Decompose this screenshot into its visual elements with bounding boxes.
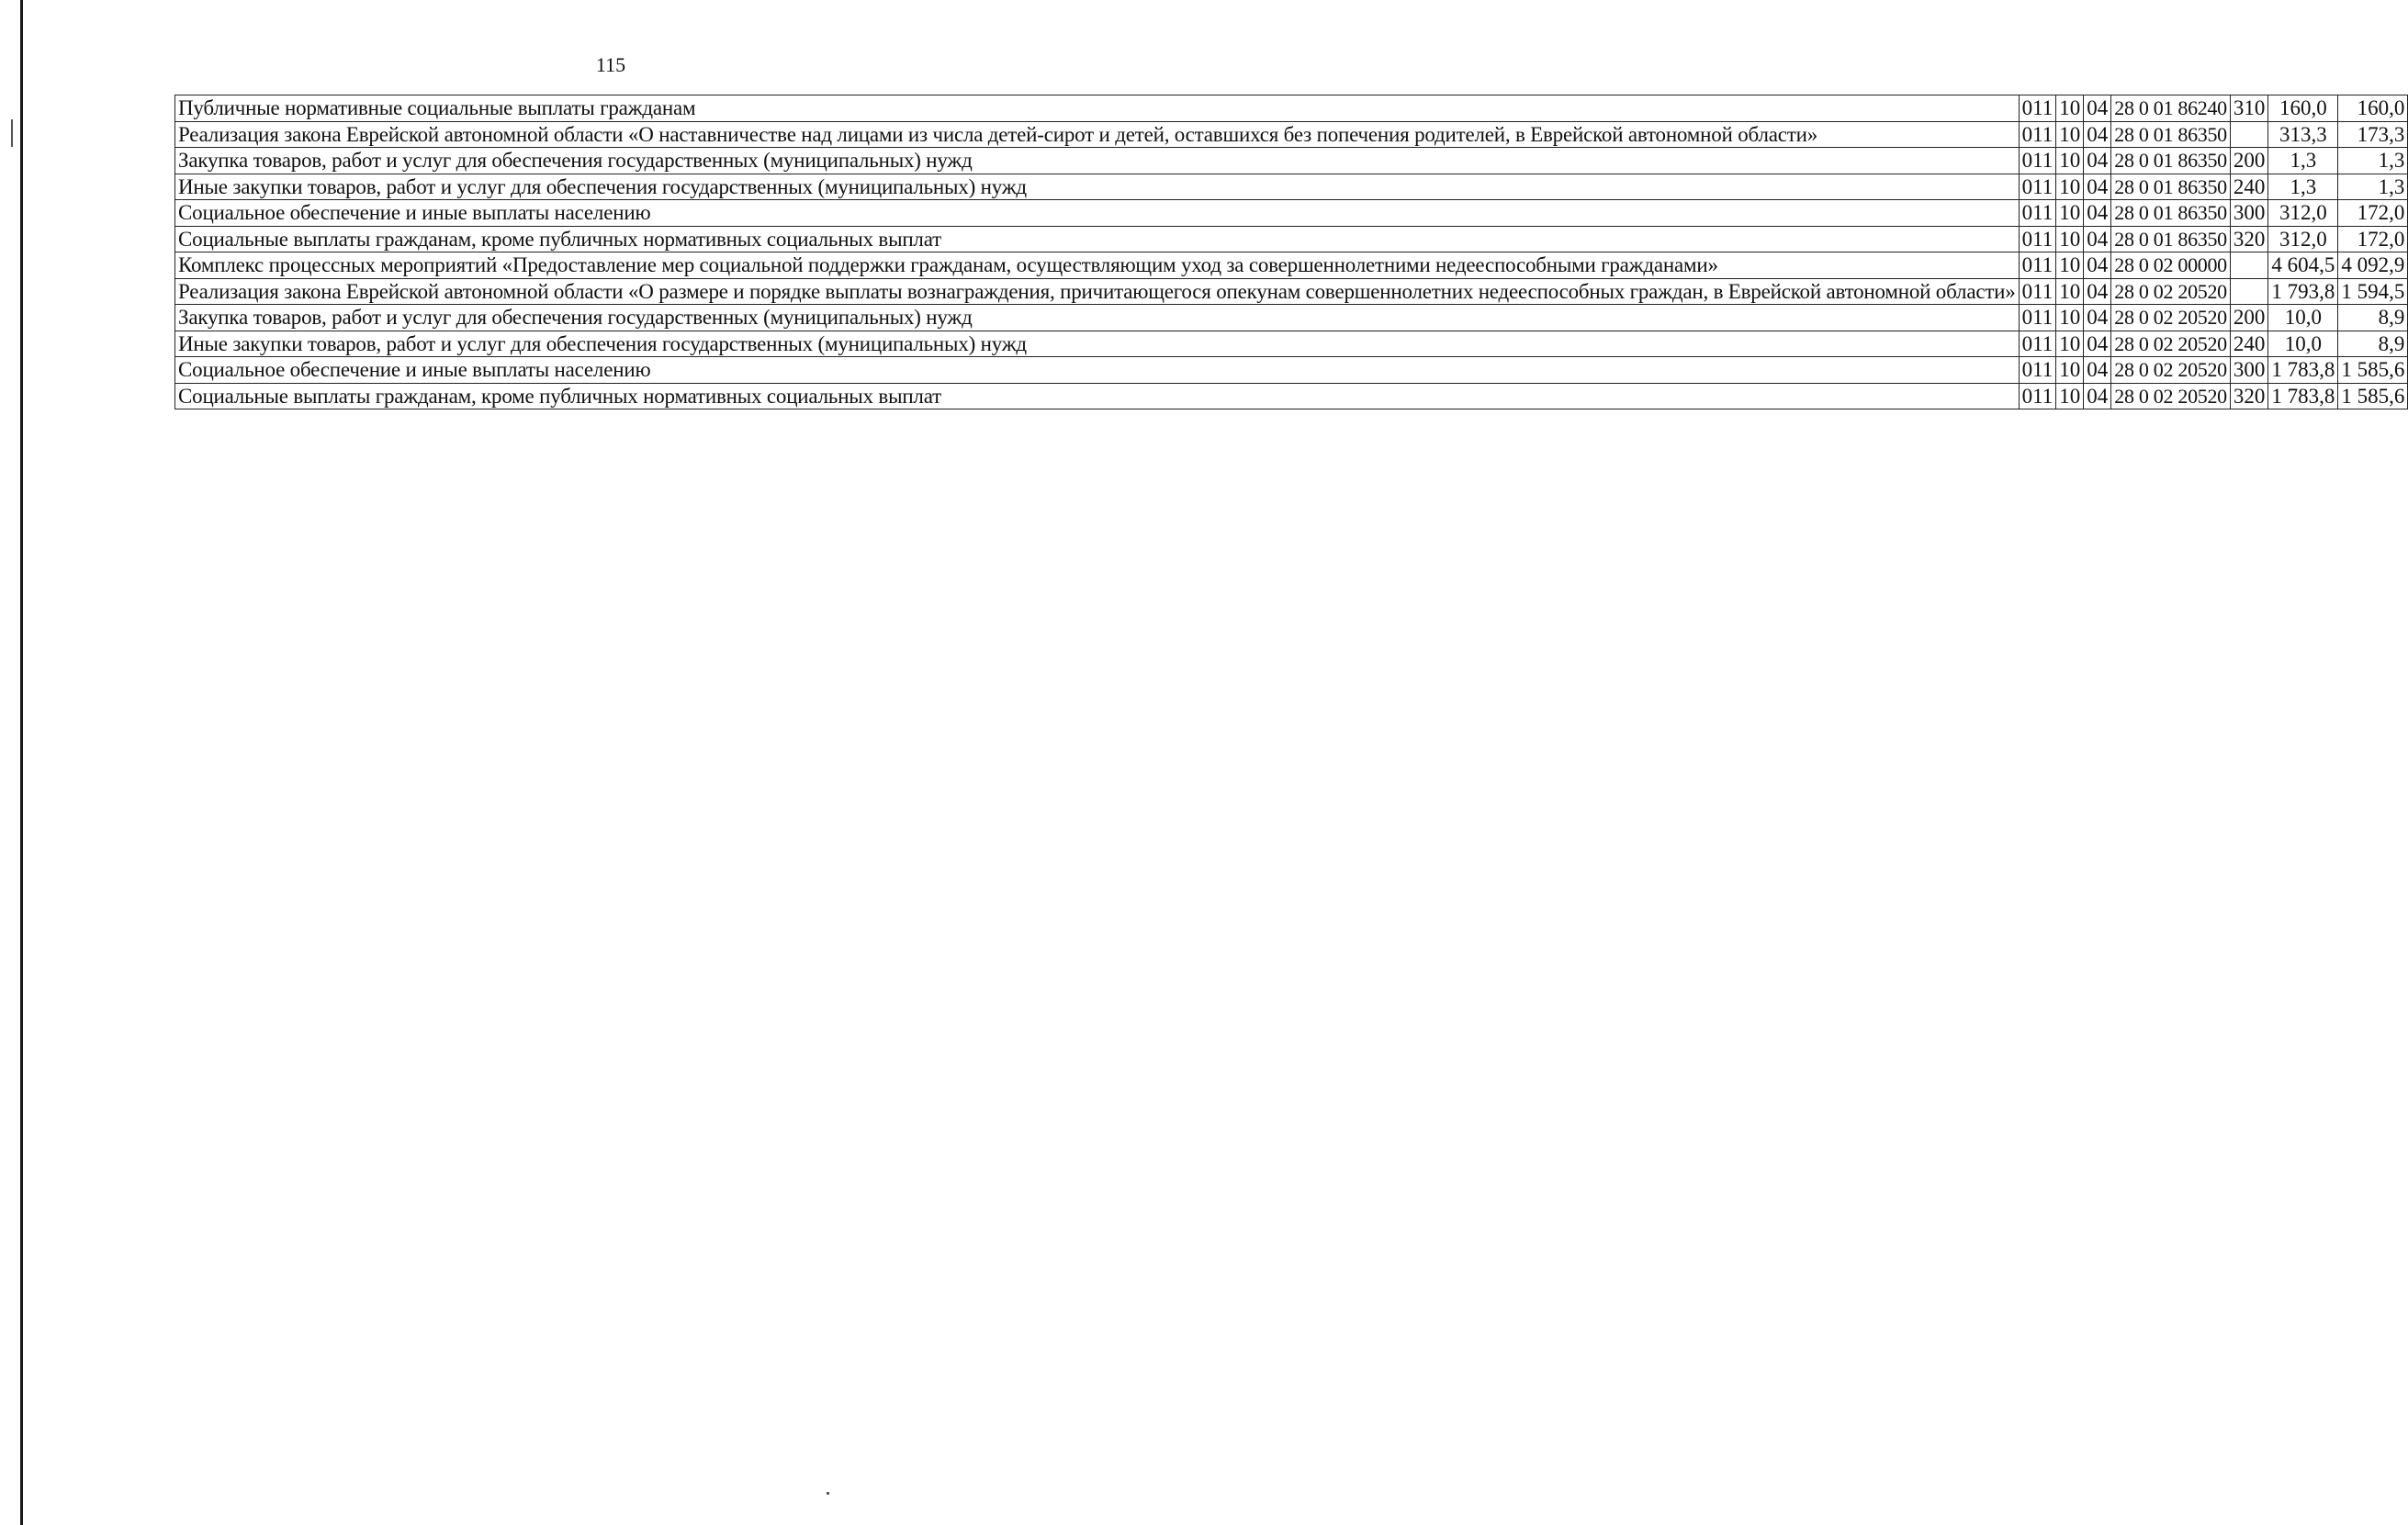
section-code-cell: 10 (2056, 148, 2084, 174)
subsection-code-cell: 04 (2084, 95, 2111, 122)
amount-year2-cell: 173,3 (2338, 121, 2408, 148)
amount-year1-cell: 313,3 (2268, 121, 2338, 148)
table-row (175, 305, 2408, 331)
item-name-cell: Публичные нормативные социальные выплаты гражданам (175, 95, 2020, 122)
amount-year2-cell: 4 092,9 (2338, 252, 2408, 279)
expense-type-code-cell (2230, 252, 2268, 279)
item-name-cell: Социальные выплаты гражданам, кроме публичных нормативных социальных выплат (175, 383, 2020, 409)
amount-year1-cell: 1 793,8 (2268, 278, 2338, 305)
page-number: 115 (595, 53, 626, 76)
grbs-code-cell: 011 (2019, 148, 2056, 174)
grbs-code-cell: 011 (2019, 357, 2056, 384)
item-name-cell: Социальное обеспечение и иные выплаты населению (175, 357, 2020, 384)
amount-year1-cell: 4 604,5 (2268, 252, 2338, 279)
section-code-cell: 10 (2056, 383, 2084, 409)
amount-year1-cell: 312,0 (2268, 226, 2338, 252)
table-row (175, 148, 2408, 174)
target-article-code-cell: 28 0 02 20520 (2111, 278, 2231, 305)
expense-type-code-cell: 200 (2230, 305, 2268, 331)
expense-type-code-cell: 320 (2230, 383, 2268, 409)
scan-dot (827, 1492, 829, 1495)
table-row (175, 121, 2408, 148)
target-article-code-cell: 28 0 02 20520 (2111, 357, 2231, 384)
expense-type-code-cell: 240 (2230, 331, 2268, 357)
grbs-code-cell: 011 (2019, 200, 2056, 227)
subsection-code-cell: 04 (2084, 357, 2111, 384)
expense-type-code-cell: 200 (2230, 148, 2268, 174)
section-code-cell: 10 (2056, 95, 2084, 122)
amount-year1-cell: 10,0 (2268, 305, 2338, 331)
table-body (175, 95, 2408, 409)
subsection-code-cell: 04 (2084, 305, 2111, 331)
amount-year2-cell: 1 585,6 (2338, 383, 2408, 409)
amount-year2-cell: 172,0 (2338, 200, 2408, 227)
expense-type-code-cell: 300 (2230, 200, 2268, 227)
target-article-code-cell: 28 0 01 86350 (2111, 174, 2231, 200)
amount-year1-cell: 1,3 (2268, 148, 2338, 174)
section-code-cell: 10 (2056, 305, 2084, 331)
amount-year1-cell: 312,0 (2268, 200, 2338, 227)
expense-type-code-cell (2230, 278, 2268, 305)
grbs-code-cell: 011 (2019, 278, 2056, 305)
amount-year2-cell: 8,9 (2338, 331, 2408, 357)
target-article-code-cell: 28 0 01 86350 (2111, 121, 2231, 148)
target-article-code-cell: 28 0 01 86240 (2111, 95, 2231, 122)
expense-type-code-cell: 300 (2230, 357, 2268, 384)
grbs-code-cell: 011 (2019, 331, 2056, 357)
grbs-code-cell: 011 (2019, 121, 2056, 148)
subsection-code-cell: 04 (2084, 174, 2111, 200)
grbs-code-cell: 011 (2019, 174, 2056, 200)
amount-year2-cell: 1,3 (2338, 174, 2408, 200)
amount-year2-cell: 1 585,6 (2338, 357, 2408, 384)
subsection-code-cell: 04 (2084, 121, 2111, 148)
table-row (175, 95, 2408, 122)
subsection-code-cell: 04 (2084, 331, 2111, 357)
table-row (175, 383, 2408, 409)
subsection-code-cell: 04 (2084, 148, 2111, 174)
grbs-code-cell: 011 (2019, 226, 2056, 252)
expense-type-code-cell: 320 (2230, 226, 2268, 252)
grbs-code-cell: 011 (2019, 95, 2056, 122)
amount-year1-cell: 10,0 (2268, 331, 2338, 357)
subsection-code-cell: 04 (2084, 383, 2111, 409)
amount-year1-cell: 1,3 (2268, 174, 2338, 200)
section-code-cell: 10 (2056, 278, 2084, 305)
scan-artifact (11, 119, 13, 147)
table-row (175, 174, 2408, 200)
section-code-cell: 10 (2056, 174, 2084, 200)
amount-year2-cell: 160,0 (2338, 95, 2408, 122)
table-row (175, 226, 2408, 252)
table-row (175, 252, 2408, 279)
item-name-cell: Закупка товаров, работ и услуг для обеспечения государственных (муниципальных) нужд (175, 305, 2020, 331)
expense-type-code-cell: 310 (2230, 95, 2268, 122)
target-article-code-cell: 28 0 02 20520 (2111, 305, 2231, 331)
budget-table (174, 95, 2408, 409)
table-row (175, 200, 2408, 227)
item-name-cell: Закупка товаров, работ и услуг для обеспечения государственных (муниципальных) нужд (175, 148, 2020, 174)
target-article-code-cell: 28 0 02 20520 (2111, 383, 2231, 409)
target-article-code-cell: 28 0 02 00000 (2111, 252, 2231, 279)
item-name-cell: Иные закупки товаров, работ и услуг для обеспечения государственных (муниципальных) нужд (175, 331, 2020, 357)
subsection-code-cell: 04 (2084, 226, 2111, 252)
section-code-cell: 10 (2056, 200, 2084, 227)
section-code-cell: 10 (2056, 226, 2084, 252)
amount-year2-cell: 1,3 (2338, 148, 2408, 174)
table-row (175, 331, 2408, 357)
table-row (175, 278, 2408, 305)
section-code-cell: 10 (2056, 331, 2084, 357)
section-code-cell: 10 (2056, 121, 2084, 148)
expense-type-code-cell: 240 (2230, 174, 2268, 200)
grbs-code-cell: 011 (2019, 252, 2056, 279)
subsection-code-cell: 04 (2084, 278, 2111, 305)
target-article-code-cell: 28 0 01 86350 (2111, 200, 2231, 227)
item-name-cell: Комплекс процессных мероприятий «Предоставление мер социальной поддержки гражданам, осуществляющим уход за совершеннолетними недееспособными гражданами» (175, 252, 2020, 279)
section-code-cell: 10 (2056, 252, 2084, 279)
scan-border-line (20, 0, 23, 1525)
item-name-cell: Реализация закона Еврейской автономной области «О наставничестве над лицами из числа детей-сирот и детей, оставшихся без попечения родителей, в Еврейской автономной области» (175, 121, 2020, 148)
amount-year1-cell: 1 783,8 (2268, 357, 2338, 384)
subsection-code-cell: 04 (2084, 200, 2111, 227)
expense-type-code-cell (2230, 121, 2268, 148)
subsection-code-cell: 04 (2084, 252, 2111, 279)
item-name-cell: Иные закупки товаров, работ и услуг для обеспечения государственных (муниципальных) нужд (175, 174, 2020, 200)
table-row (175, 357, 2408, 384)
target-article-code-cell: 28 0 01 86350 (2111, 226, 2231, 252)
amount-year2-cell: 172,0 (2338, 226, 2408, 252)
section-code-cell: 10 (2056, 357, 2084, 384)
item-name-cell: Реализация закона Еврейской автономной области «О размере и порядке выплаты вознаграждения, причитающегося опекунам совершеннолетних недееспособных граждан, в Еврейской автономной области» (175, 278, 2020, 305)
grbs-code-cell: 011 (2019, 305, 2056, 331)
target-article-code-cell: 28 0 02 20520 (2111, 331, 2231, 357)
item-name-cell: Социальные выплаты гражданам, кроме публичных нормативных социальных выплат (175, 226, 2020, 252)
grbs-code-cell: 011 (2019, 383, 2056, 409)
amount-year1-cell: 1 783,8 (2268, 383, 2338, 409)
amount-year1-cell: 160,0 (2268, 95, 2338, 122)
amount-year2-cell: 1 594,5 (2338, 278, 2408, 305)
target-article-code-cell: 28 0 01 86350 (2111, 148, 2231, 174)
amount-year2-cell: 8,9 (2338, 305, 2408, 331)
item-name-cell: Социальное обеспечение и иные выплаты населению (175, 200, 2020, 227)
